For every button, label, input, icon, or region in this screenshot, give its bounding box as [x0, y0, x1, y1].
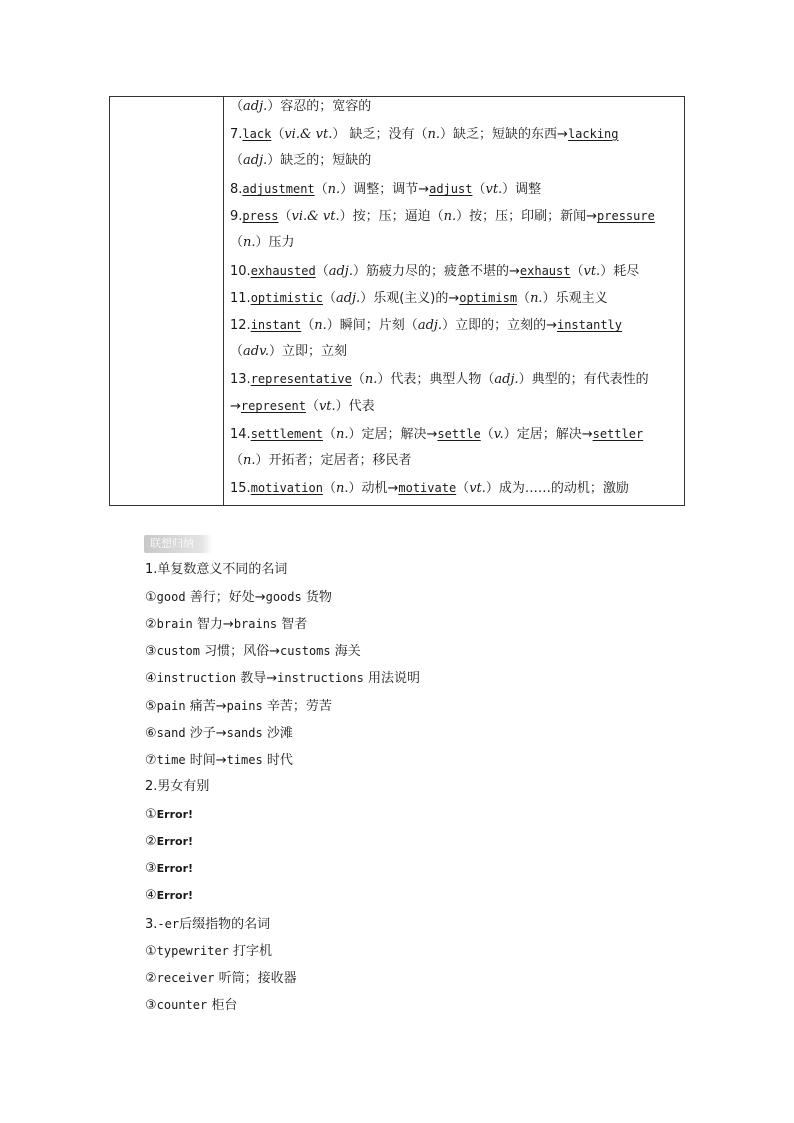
table-line: 13.representative（n.）代表；典型人物（adj.）典型的；有代表性的	[230, 372, 649, 387]
error-text: Error!	[156, 808, 194, 821]
table-line: 9.press（vi.& vt.）按；压；逼迫（n.）按；压；印刷；新闻→pressure	[230, 209, 655, 224]
vocab-word: motivation	[250, 481, 323, 495]
list-item: ②receiver 听筒；接收器	[145, 971, 297, 986]
table-line: （n.）压力	[230, 235, 295, 250]
table-line: 12.instant（n.）瞬间；片刻（adj.）立即的；立刻的→instantly	[230, 318, 622, 333]
section-heading: 3.-er后缀指物的名词	[145, 917, 271, 932]
table-line: →represent（vt.）代表	[230, 399, 375, 414]
vocab-word: lack	[242, 127, 272, 141]
list-item: ①good 善行；好处→goods 货物	[145, 590, 332, 605]
table-right-column	[224, 97, 684, 505]
error-text: Error!	[156, 862, 194, 875]
vocab-word: exhaust	[519, 264, 571, 278]
list-item: ②brain 智力→brains 智者	[145, 617, 308, 632]
table-line: （adv.）立即；立刻	[230, 344, 348, 359]
table-line: 15.motivation（n.）动机→motivate（vt.）成为……的动机；激励	[230, 481, 629, 496]
list-item: ⑦time 时间→times 时代	[145, 753, 293, 768]
table-left-column	[110, 97, 224, 505]
vocab-word: instant	[250, 318, 302, 332]
list-item: ④instruction 教导→instructions 用法说明	[145, 671, 421, 686]
list-item: ③custom 习惯；风俗→customs 海关	[145, 644, 361, 659]
vocab-word: press	[242, 209, 279, 223]
list-item: ③Error!	[145, 861, 194, 876]
list-item: ③counter 柜台	[145, 998, 238, 1013]
vocab-word: motivate	[398, 481, 457, 495]
vocab-word: adjustment	[242, 182, 315, 196]
vocab-word: exhausted	[250, 264, 316, 278]
table-line: 11.optimistic（adj.）乐观(主义)的→optimism（n.）乐观主义	[230, 291, 608, 306]
vocab-word: representative	[250, 372, 352, 386]
vocab-word: instantly	[556, 318, 622, 332]
list-item: ①Error!	[145, 807, 194, 822]
vocab-word: settle	[437, 427, 481, 441]
vocab-word: optimistic	[250, 291, 323, 305]
list-item: ④Error!	[145, 888, 194, 903]
section-badge: 联想归纳	[144, 535, 212, 553]
table-line: 14.settlement（n.）定居；解决→settle（v.）定居；解决→settler	[230, 427, 644, 442]
section-heading: 1.单复数意义不同的名词	[145, 562, 288, 577]
list-item: ②Error!	[145, 834, 194, 849]
table-line: （adj.）缺乏的；短缺的	[230, 153, 372, 168]
list-item: ⑤pain 痛苦→pains 辛苦；劳苦	[145, 699, 332, 714]
vocab-word: represent	[240, 399, 306, 413]
table-line: （adj.）容忍的；宽容的	[230, 99, 372, 114]
vocab-word: optimism	[459, 291, 518, 305]
table-line: 7.lack（vi.& vt.） 缺乏；没有（n.）缺乏；短缺的东西→lacking	[230, 127, 619, 142]
vocab-word: settlement	[250, 427, 323, 441]
vocab-table	[109, 96, 685, 506]
vocab-word: lacking	[567, 127, 619, 141]
table-line: 8.adjustment（n.）调整；调节→adjust（vt.）调整	[230, 182, 542, 197]
vocab-word: adjust	[429, 182, 473, 196]
vocab-word: pressure	[597, 209, 655, 223]
list-item: ①typewriter 打字机	[145, 944, 273, 959]
error-text: Error!	[156, 889, 194, 902]
table-line: 10.exhausted（adj.）筋疲力尽的；疲惫不堪的→exhaust（vt.）耗尽	[230, 264, 640, 279]
section-heading: 2.男女有别	[145, 779, 210, 794]
error-text: Error!	[156, 835, 194, 848]
table-line: （n.）开拓者；定居者；移民者	[230, 453, 412, 468]
list-item: ⑥sand 沙子→sands 沙滩	[145, 726, 293, 741]
vocab-word: settler	[592, 427, 644, 441]
